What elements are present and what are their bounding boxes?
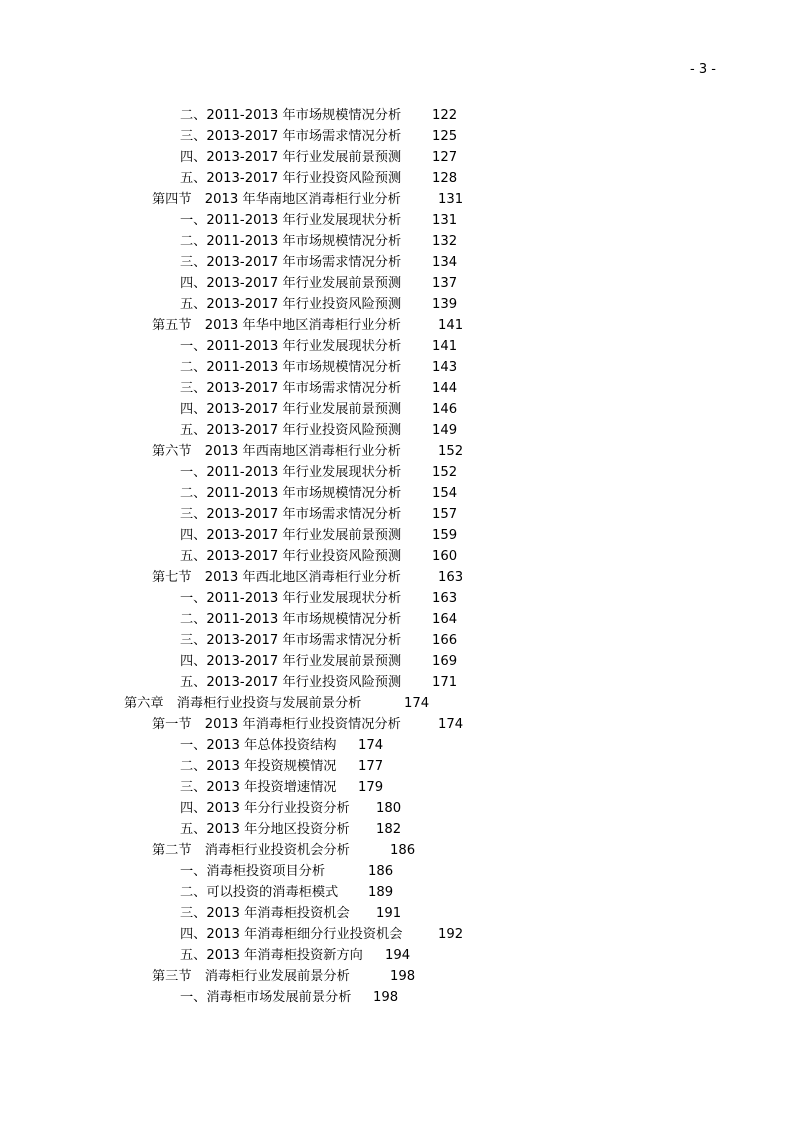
toc-entry-title: 三、2013-2017 年市场需求情况分析	[180, 255, 402, 270]
table-of-contents	[0, 105, 794, 1008]
toc-entry-page: 194	[385, 948, 411, 963]
toc-item-row	[0, 504, 794, 525]
toc-entry-page: 192	[438, 927, 464, 942]
toc-entry-title: 五、2013 年分地区投资分析	[180, 822, 350, 837]
toc-entry-title: 第五节 2013 年华中地区消毒柜行业分析	[152, 318, 401, 333]
toc-entry-page: 134	[432, 255, 458, 270]
toc-entry-page: 159	[432, 528, 458, 543]
toc-entry-page: 128	[432, 171, 458, 186]
toc-item-row	[0, 798, 794, 819]
toc-entry-title: 二、2011-2013 年市场规模情况分析	[180, 360, 402, 375]
toc-entry-title: 一、2011-2013 年行业发展现状分析	[180, 213, 402, 228]
toc-item-row	[0, 735, 794, 756]
toc-entry-page: 131	[432, 213, 458, 228]
toc-entry-page: 186	[368, 864, 394, 879]
toc-item-row	[0, 420, 794, 441]
toc-section-row	[0, 966, 794, 987]
toc-entry-title: 五、2013-2017 年行业投资风险预测	[180, 675, 402, 690]
toc-entry-title: 四、2013-2017 年行业发展前景预测	[180, 402, 402, 417]
toc-entry-page: 189	[368, 885, 394, 900]
toc-entry-page: 122	[432, 108, 458, 123]
toc-entry-page: 149	[432, 423, 458, 438]
toc-item-row	[0, 378, 794, 399]
toc-item-row	[0, 483, 794, 504]
toc-entry-title: 第一节 2013 年消毒柜行业投资情况分析	[152, 717, 401, 732]
toc-section-row	[0, 189, 794, 210]
toc-entry-page: 125	[432, 129, 458, 144]
toc-entry-title: 一、消毒柜市场发展前景分析	[180, 990, 352, 1005]
toc-entry-page: 164	[432, 612, 458, 627]
toc-entry-title: 三、2013-2017 年市场需求情况分析	[180, 129, 402, 144]
toc-entry-page: 132	[432, 234, 458, 249]
toc-entry-title: 二、2011-2013 年市场规模情况分析	[180, 486, 402, 501]
toc-item-row	[0, 231, 794, 252]
toc-item-row	[0, 756, 794, 777]
toc-entry-page: 143	[432, 360, 458, 375]
toc-entry-page: 152	[438, 444, 464, 459]
toc-entry-page: 166	[432, 633, 458, 648]
toc-entry-title: 第二节 消毒柜行业投资机会分析	[152, 843, 350, 858]
toc-entry-title: 第六节 2013 年西南地区消毒柜行业分析	[152, 444, 401, 459]
toc-entry-page: 163	[432, 591, 458, 606]
toc-item-row	[0, 294, 794, 315]
toc-item-row	[0, 819, 794, 840]
toc-entry-page: 177	[358, 759, 384, 774]
toc-entry-page: 141	[438, 318, 464, 333]
toc-item-row	[0, 252, 794, 273]
toc-item-row	[0, 609, 794, 630]
toc-item-row	[0, 945, 794, 966]
toc-item-row	[0, 126, 794, 147]
toc-entry-page: 127	[432, 150, 458, 165]
toc-item-row	[0, 462, 794, 483]
toc-entry-page: 139	[432, 297, 458, 312]
toc-entry-title: 五、2013-2017 年行业投资风险预测	[180, 549, 402, 564]
toc-entry-title: 二、可以投资的消毒柜模式	[180, 885, 339, 900]
toc-entry-title: 四、2013-2017 年行业发展前景预测	[180, 276, 402, 291]
toc-entry-page: 180	[376, 801, 402, 816]
toc-item-row	[0, 273, 794, 294]
toc-item-row	[0, 399, 794, 420]
page-number: - 3 -	[690, 62, 716, 77]
toc-entry-title: 四、2013-2017 年行业发展前景预测	[180, 528, 402, 543]
toc-entry-title: 三、2013 年消毒柜投资机会	[180, 906, 350, 921]
toc-entry-title: 二、2011-2013 年市场规模情况分析	[180, 108, 402, 123]
toc-section-row	[0, 441, 794, 462]
toc-entry-page: 157	[432, 507, 458, 522]
toc-entry-title: 四、2013 年分行业投资分析	[180, 801, 350, 816]
toc-entry-title: 一、2011-2013 年行业发展现状分析	[180, 465, 402, 480]
toc-entry-title: 五、2013-2017 年行业投资风险预测	[180, 297, 402, 312]
toc-entry-page: 169	[432, 654, 458, 669]
toc-entry-page: 198	[390, 969, 416, 984]
toc-entry-title: 五、2013 年消毒柜投资新方向	[180, 948, 363, 963]
toc-entry-title: 第四节 2013 年华南地区消毒柜行业分析	[152, 192, 401, 207]
toc-item-row	[0, 357, 794, 378]
toc-section-row	[0, 840, 794, 861]
toc-entry-page: 179	[358, 780, 384, 795]
toc-entry-title: 一、2011-2013 年行业发展现状分析	[180, 591, 402, 606]
toc-entry-page: 152	[432, 465, 458, 480]
toc-item-row	[0, 861, 794, 882]
toc-item-row	[0, 903, 794, 924]
toc-entry-page: 154	[432, 486, 458, 501]
toc-entry-page: 141	[432, 339, 458, 354]
toc-entry-page: 144	[432, 381, 458, 396]
toc-item-row	[0, 651, 794, 672]
toc-item-row	[0, 336, 794, 357]
toc-section-row	[0, 315, 794, 336]
toc-entry-title: 第三节 消毒柜行业发展前景分析	[152, 969, 350, 984]
toc-item-row	[0, 546, 794, 567]
toc-entry-page: 182	[376, 822, 402, 837]
toc-item-row	[0, 924, 794, 945]
toc-entry-title: 五、2013-2017 年行业投资风险预测	[180, 423, 402, 438]
toc-entry-page: 163	[438, 570, 464, 585]
toc-item-row	[0, 525, 794, 546]
toc-item-row	[0, 210, 794, 231]
toc-item-row	[0, 105, 794, 126]
toc-entry-title: 一、2013 年总体投资结构	[180, 738, 337, 753]
toc-entry-title: 第六章 消毒柜行业投资与发展前景分析	[124, 696, 362, 711]
toc-item-row	[0, 147, 794, 168]
toc-entry-title: 四、2013-2017 年行业发展前景预测	[180, 654, 402, 669]
toc-entry-page: 174	[358, 738, 384, 753]
toc-entry-page: 137	[432, 276, 458, 291]
toc-entry-title: 第七节 2013 年西北地区消毒柜行业分析	[152, 570, 401, 585]
toc-entry-title: 五、2013-2017 年行业投资风险预测	[180, 171, 402, 186]
toc-entry-title: 二、2011-2013 年市场规模情况分析	[180, 612, 402, 627]
toc-entry-title: 四、2013 年消毒柜细分行业投资机会	[180, 927, 403, 942]
toc-chapter-row	[0, 693, 794, 714]
toc-entry-page: 191	[376, 906, 402, 921]
toc-entry-page: 160	[432, 549, 458, 564]
toc-entry-title: 三、2013 年投资增速情况	[180, 780, 337, 795]
toc-entry-title: 三、2013-2017 年市场需求情况分析	[180, 633, 402, 648]
toc-entry-page: 146	[432, 402, 458, 417]
toc-entry-title: 二、2011-2013 年市场规模情况分析	[180, 234, 402, 249]
toc-section-row	[0, 714, 794, 735]
toc-item-row	[0, 987, 794, 1008]
toc-item-row	[0, 777, 794, 798]
toc-item-row	[0, 630, 794, 651]
toc-entry-title: 一、消毒柜投资项目分析	[180, 864, 326, 879]
toc-item-row	[0, 168, 794, 189]
toc-entry-page: 171	[432, 675, 458, 690]
toc-entry-page: 174	[438, 717, 464, 732]
toc-entry-title: 三、2013-2017 年市场需求情况分析	[180, 381, 402, 396]
toc-section-row	[0, 567, 794, 588]
toc-item-row	[0, 882, 794, 903]
toc-entry-page: 131	[438, 192, 464, 207]
toc-entry-page: 198	[373, 990, 399, 1005]
toc-entry-page: 174	[404, 696, 430, 711]
toc-entry-title: 四、2013-2017 年行业发展前景预测	[180, 150, 402, 165]
toc-item-row	[0, 672, 794, 693]
toc-entry-title: 二、2013 年投资规模情况	[180, 759, 337, 774]
toc-entry-title: 一、2011-2013 年行业发展现状分析	[180, 339, 402, 354]
toc-entry-title: 三、2013-2017 年市场需求情况分析	[180, 507, 402, 522]
toc-item-row	[0, 588, 794, 609]
toc-entry-page: 186	[390, 843, 416, 858]
